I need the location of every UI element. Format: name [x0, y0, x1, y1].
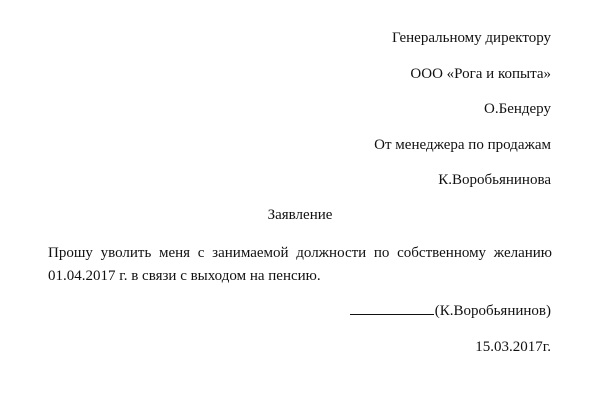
signature-line	[350, 300, 434, 315]
addressee-company: ООО «Рога и копыта»	[410, 66, 551, 82]
document-date: 15.03.2017г.	[475, 339, 551, 355]
addressee-position: Генеральному директору	[391, 30, 551, 46]
document-title: Заявление	[267, 207, 333, 223]
addressee-name: О.Бендеру	[484, 101, 551, 117]
sender-name: К.Воробьянинова	[438, 172, 551, 188]
signature-block	[350, 300, 551, 320]
statement-body: Прошу уволить меня с занимаемой должности по собственному желанию 01.04.2017 г. в связи с выходом на пенсию.	[48, 245, 552, 284]
sender-position: От менеджера по продажам	[374, 137, 551, 153]
signature-name: (К.Воробьянинов)	[434, 303, 551, 319]
